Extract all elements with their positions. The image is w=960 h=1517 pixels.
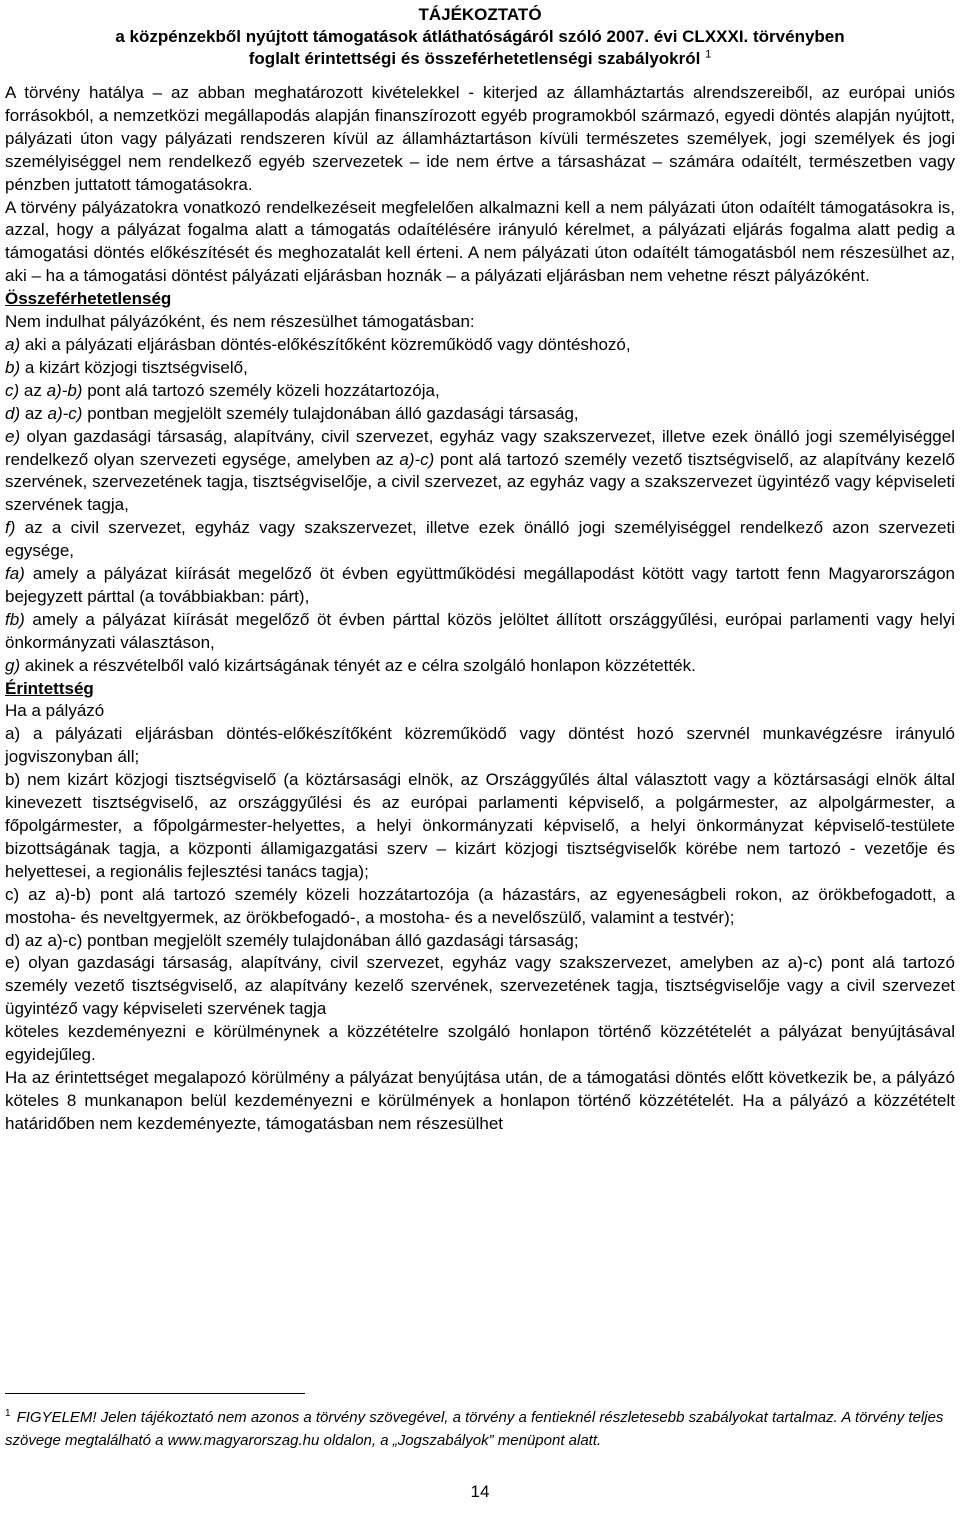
- list-item: e) olyan gazdasági társaság, alapítvány, civil szervezet, egyház vagy szakszervezet, amelyben az a)-c) pont alá tartozó személy vezető tisztségviselő, az alapítvány kezelő szervének, szervezetének tagja, tisztségviselője vagy a civil szervezet ügyintéző vagy képviseleti szervének tagja: [5, 953, 955, 1019]
- footnote-divider: [5, 1393, 305, 1394]
- list-item: b) nem kizárt közjogi tisztségviselő (a köztársasági elnök, az Országgyűlés által választott vagy a köztársasági elnök által kinevezett tisztségviselő, az országgyűlési és az európai parlamenti képviselő, a polgármester, az alpolgármester, a főpolgármester, a főpolgármester-helyettes, a helyi önkormányzati képviselő, a helyi önkormányzat képviselő-testülete bizottságának tagja, a központi államigazgatási szerv – kizárt közjogi tisztségviselők körébe nem tartozó - vezetője és helyettesei, a regionális fejlesztési tanács tagja);: [5, 770, 955, 881]
- item-text-tail: pont alá tartozó személy vezető tisztségviselő, az alapítvány kezelő szervének, szervezetének tagja, tisztségviselője, a civil szervezet, az egyház vagy a szakszervezet ügyintéző vagy képviseleti szervének tagja,: [5, 449, 955, 515]
- item-text: akinek a részvételből való kizártságának tényét az e célra szolgáló honlapon közzétették.: [20, 655, 696, 675]
- item-label: g): [5, 655, 21, 675]
- title-line-2: a közpénzekből nyújtott támogatások átláthatóságáról szóló 2007. évi CLXXXI. törvényben: [115, 27, 845, 46]
- item-label: e): [5, 426, 21, 446]
- item-text: a kizárt közjogi tisztségviselő,: [20, 357, 248, 377]
- list-item: d) az a)-c) pontban megjelölt személy tulajdonában álló gazdasági társaság;: [5, 930, 579, 950]
- item-label: fb): [5, 609, 25, 629]
- title-line-1: TÁJÉKOZTATÓ: [418, 5, 542, 24]
- item-text: olyan gazdasági társaság, alapítvány, civil szervezet, egyház vagy szakszervezet, illetve ezek önálló jogi személyiséggel rendelkező olyan szervezeti egysége, amelyben az: [5, 426, 955, 469]
- title-line-3: [5, 48, 955, 70]
- document-page: [5, 4, 955, 1136]
- list-item: a) a pályázati eljárásban döntés-előkészítőként közreműködő vagy döntést hozó szervnél munkavégzésre irányuló jogviszonyban áll;: [5, 724, 955, 767]
- section-heading-erintettseg: Érintettség: [5, 678, 94, 698]
- section-lead: Ha a pályázó: [5, 701, 105, 721]
- list-item: [5, 609, 955, 655]
- list-item: [5, 563, 955, 609]
- section-lead: Nem indulhat pályázóként, és nem részesülhet támogatásban:: [5, 312, 475, 332]
- section-heading-osszeferhetetlenseg: Összeférhetetlenség: [5, 289, 172, 309]
- list-item: [5, 655, 955, 678]
- footnote-reference: 1: [705, 48, 712, 61]
- obligation-paragraph: köteles kezdeményezni e körülménynek a közzétételre szolgáló honlapon történő közzétételét a pályázat benyújtásával egyidejűleg.: [5, 1022, 955, 1065]
- intro-paragraph-2: A törvény pályázatokra vonatkozó rendelkezéseit megfelelően alkalmazni kell a nem pályázati úton odaítélt támogatásokra is, azzal, hogy a pályázat fogalma alatt a támogatás odaítélésére irányuló kérelmet, a pályázati eljárás fogalma alatt pedig a támogatási döntés előkészítését és meghozatalát kell érteni. A nem pályázati úton odaítélt támogatásból nem részesülhet az, aki – ha a támogatási döntést pályázati eljárásban hoznák – a pályázati eljárásban nem vehetne részt pályázóként.: [5, 197, 955, 286]
- intro-paragraph-1: A törvény hatálya – az abban meghatározott kivételekkel - kiterjed az államháztartás alrendszereiből, az európai uniós forrásokból, a nemzetközi megállapodás alapján finanszírozott egyéb programokból származó, egyedi döntés alapján nyújtott, pályázati úton vagy pályázati rendszeren kívül az államháztartáson kívüli természetes személyek, jogi személyek és jogi személyiséggel nem rendelkező egyéb szervezetek – ide nem értve a társasházat – számára odaítélt, természetben vagy pénzben juttatott támogatásokra.: [5, 83, 955, 194]
- footnote-marker: 1: [5, 1408, 11, 1419]
- item-text: az: [19, 380, 47, 400]
- page-number: 14: [470, 1482, 490, 1501]
- list-item: [5, 403, 955, 426]
- list-item: [5, 426, 955, 518]
- item-reference: a)-c): [47, 403, 83, 423]
- document-title: [5, 4, 955, 70]
- title-line-3-text: foglalt érintettségi és összeférhetetlenségi szabályokról: [248, 49, 701, 68]
- document-body: [5, 82, 955, 1136]
- item-label: d): [5, 403, 21, 423]
- list-item: c) az a)-b) pont alá tartozó személy közeli hozzátartozója (a házastárs, az egyeneságbeli rokon, az örökbefogadott, a mostoha- és neveltgyermek, az örökbefogadó-, a mostoha- és a nevelőszülő, valamint a testvér);: [5, 884, 955, 927]
- item-reference: a)-b): [46, 380, 83, 400]
- item-text: aki a pályázati eljárásban döntés-előkészítőként közreműködő vagy döntéshozó,: [20, 334, 631, 354]
- item-text-tail: pont alá tartozó személy közeli hozzátartozója,: [82, 380, 440, 400]
- footnote-text: FIGYELEM! Jelen tájékoztató nem azonos a törvény szövegével, a törvény a fentieknél részletesebb szabályokat tartalmaz. A törvény teljes szövege megtalálható a www.magyarorszag.hu oldalon, a „Jogszabályok” menüpont alatt.: [5, 1409, 944, 1449]
- item-text: amely a pályázat kiírását megelőző öt évben együttműködési megállapodást kötött vagy tartott fenn Magyarországon bejegyzett párttal (a továbbiakban: párt),: [5, 564, 955, 606]
- item-text-tail: pontban megjelölt személy tulajdonában álló gazdasági társaság,: [82, 403, 579, 423]
- item-text: az a civil szervezet, egyház vagy szakszervezet, illetve ezek önálló jogi személyiséggel rendelkező azon szervezeti egysége,: [5, 518, 955, 561]
- item-text: az: [20, 403, 48, 423]
- item-label: c): [5, 380, 20, 400]
- footnote: [5, 1406, 950, 1452]
- list-item: [5, 517, 955, 563]
- item-label: b): [5, 357, 21, 377]
- item-label: f): [5, 518, 16, 538]
- item-label: a): [5, 334, 21, 354]
- item-label: fa): [5, 564, 25, 584]
- list-item: [5, 334, 955, 357]
- item-reference: a)-c): [399, 449, 435, 469]
- list-item: [5, 380, 955, 403]
- list-item: [5, 357, 955, 380]
- deadline-paragraph: Ha az érintettséget megalapozó körülmény a pályázat benyújtása után, de a támogatási döntés előtt következik be, a pályázó köteles 8 munkanapon belül kezdeményezni e körülmények a honlapon történő közzétételét. Ha a pályázó a közzétételt határidőben nem kezdeményezte, támogatásban nem részesülhet: [5, 1067, 955, 1133]
- item-text: amely a pályázat kiírását megelőző öt évben párttal közös jelöltet állított országgyűlési, európai parlamenti vagy helyi önkormányzati választáson,: [5, 609, 955, 652]
